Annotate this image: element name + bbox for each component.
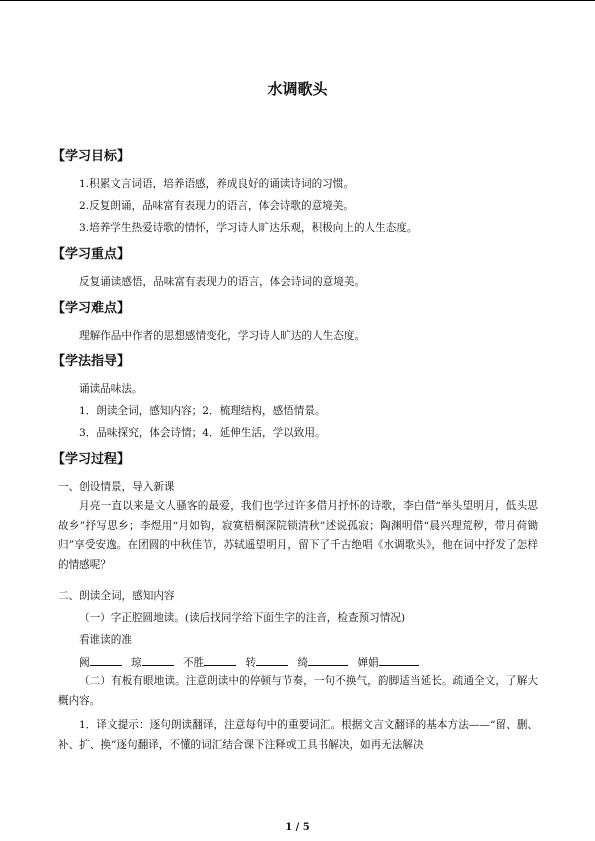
focus-text: 反复诵读感悟，品味富有表现力的语言，体会诗词的意境美。 — [79, 276, 366, 288]
heading-learning-difficulty: 【学习难点】 — [52, 301, 131, 316]
char-qi: 绮 — [297, 657, 309, 669]
char-zhuan: 转 — [245, 657, 257, 669]
goal-item-1: 1.积累文言词语，培养语感，养成良好的诵读诗词的习惯。 — [79, 178, 354, 190]
blank-field[interactable] — [204, 654, 236, 666]
translation-tip-paragraph: 1．译文提示：逐句朗读翻译，注意每句中的重要词汇。根据文言文翻译的基本方法——“留、删、补、扩、换”逐句翻译，不懂的词汇结合课下注释或工具书解决，如再无法解决 — [58, 719, 538, 751]
blank-field[interactable] — [379, 654, 419, 666]
top-border-line — [0, 0, 595, 1]
method-item-2: 1．朗读全词，感知内容；2．梳理结构，感悟情景。 — [79, 405, 326, 417]
char-qiong: 琼 — [130, 657, 142, 669]
heading-study-method: 【学法指导】 — [52, 354, 131, 369]
blank-field[interactable] — [308, 654, 348, 666]
step2-paragraph: （二）有板有眼地读。注意朗读中的停顿与节奏，一句不换气，韵脚适当延长。疏通全文，了解大概内容。 — [58, 675, 538, 707]
char-busheng: 不胜 — [182, 657, 205, 669]
blank-field[interactable] — [90, 654, 122, 666]
char-que: 阙 — [79, 657, 90, 669]
goal-item-2: 2.反复朗诵，品味富有表现力的语言，体会诗歌的意境美。 — [79, 200, 354, 212]
method-item-3: 3．品味探究，体会诗情；4．延伸生活，学以致用。 — [79, 427, 326, 439]
method-item-1: 诵读品味法。 — [79, 383, 143, 395]
step1-subtitle: 看谁读的准 — [79, 634, 132, 646]
difficulty-text: 理解作品中作者的思想感情变化，学习诗人旷达的人生态度。 — [79, 330, 366, 342]
step1-reading: （一）字正腔圆地读。(读后找同学给下面生字的注音，检查预习情况) — [79, 612, 406, 624]
pronunciation-blanks — [79, 654, 425, 670]
part1-title: 一、创设情景，导入新课 — [58, 481, 175, 493]
part2-title: 二、朗读全词，感知内容 — [58, 590, 175, 602]
char-chanjuan: 婵娟 — [357, 657, 379, 669]
goal-item-3: 3.培养学生热爱诗歌的情怀，学习诗人旷达乐观，积极向上的人生态度。 — [79, 222, 418, 234]
heading-learning-goals: 【学习目标】 — [52, 149, 131, 164]
part1-paragraph: 月亮一直以来是文人骚客的最爱，我们也学过许多借月抒怀的诗歌，李白借“举头望明月，低头思故乡”抒写思乡；李煜用“月如钩，寂寞梧桐深院锁清秋”述说孤寂；陶渊明借“晨兴理荒秽，带月荷锄归”享受安逸。在团圆的中秋佳节，苏轼遥望明月，留下了千古绝唱《水调歌头》，他在词中抒发了怎样的情感呢？ — [58, 500, 538, 571]
heading-learning-process: 【学习过程】 — [52, 452, 131, 467]
blank-field[interactable] — [142, 654, 174, 666]
page-number: 1 / 5 — [285, 822, 310, 833]
blank-field[interactable] — [256, 654, 288, 666]
document-title: 水调歌头 — [267, 80, 328, 98]
heading-learning-focus: 【学习重点】 — [52, 247, 131, 262]
